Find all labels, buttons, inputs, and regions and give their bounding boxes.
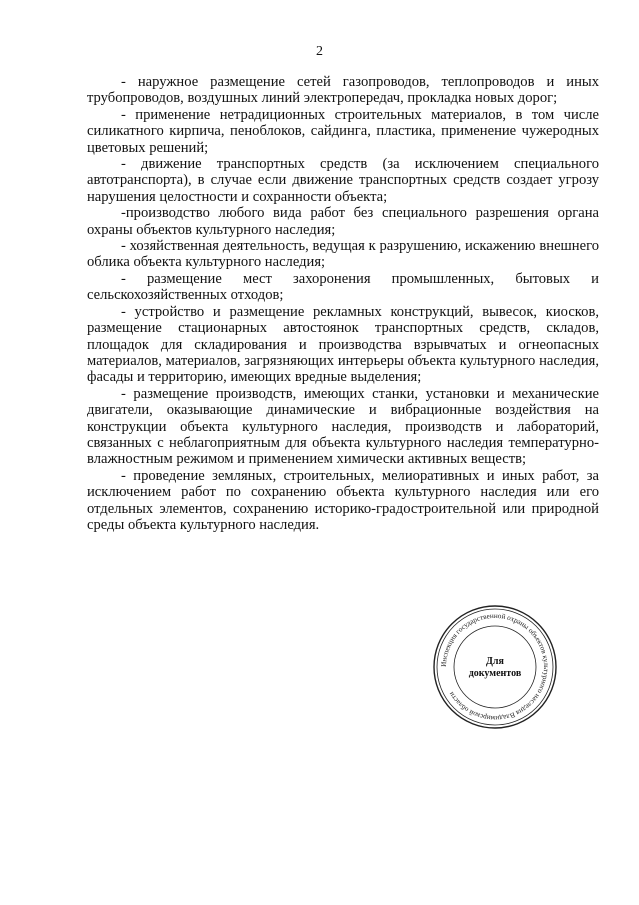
paragraph: - движение транспортных средств (за исключением специального автотранспорта), в случае если движение транспортных средств создает угрозу нарушения целостности и сохранности объекта; (87, 156, 599, 205)
paragraph: -производство любого вида работ без специального разрешения органа охраны объектов культурного наследия; (87, 205, 599, 238)
paragraph: - проведение земляных, строительных, мелиоративных и иных работ, за исключением работ по сохранению объекта культурного наследия или его отдельных элементов, сохранению историко-градостроительной или природной среды объекта культурного наследия. (87, 467, 599, 533)
page-number: 2 (316, 44, 323, 59)
paragraph: - наружное размещение сетей газопроводов, теплопроводов и иных трубопроводов, воздушных линий электропередач, прокладка новых дорог; (87, 74, 599, 107)
paragraph: - применение нетрадиционных строительных материалов, в том числе силикатного кирпича, пеноблоков, сайдинга, пластика, применение чужеродных цветовых решений; (87, 106, 599, 156)
stamp-ring-text: Инспекция государственной охраны объектов культурного наследия Владимирской области (439, 611, 551, 723)
paragraph: - устройство и размещение рекламных конструкций, вывесок, киосков, размещение стационарных автостоянок транспортных средств, складов, площадок для складирования и производства взрывчатых и огнеопасных материалов, материалов, загрязняющих интерьеры объекта культурного наследия, фасады и территорию, имеющих вредные выделения; (87, 303, 599, 386)
paragraph: - хозяйственная деятельность, ведущая к разрушению, искажению внешнего облика объекта культурного наследия; (87, 238, 599, 271)
stamp-center-text: Для документов (468, 656, 522, 679)
paragraph: - размещение производств, имеющих станки, установки и механические двигатели, оказывающие динамические и вибрационные воздействия на конструкции объекта культурного наследия, производств и лабораторий, связанных с неблагоприятным для объекта культурного наследия температурно-влажностным режимом и применением химически активных веществ; (87, 385, 599, 468)
official-stamp (432, 604, 558, 730)
document-body (87, 74, 599, 533)
paragraph: - размещение мест захоронения промышленных, бытовых и сельскохозяйственных отходов; (87, 270, 599, 304)
